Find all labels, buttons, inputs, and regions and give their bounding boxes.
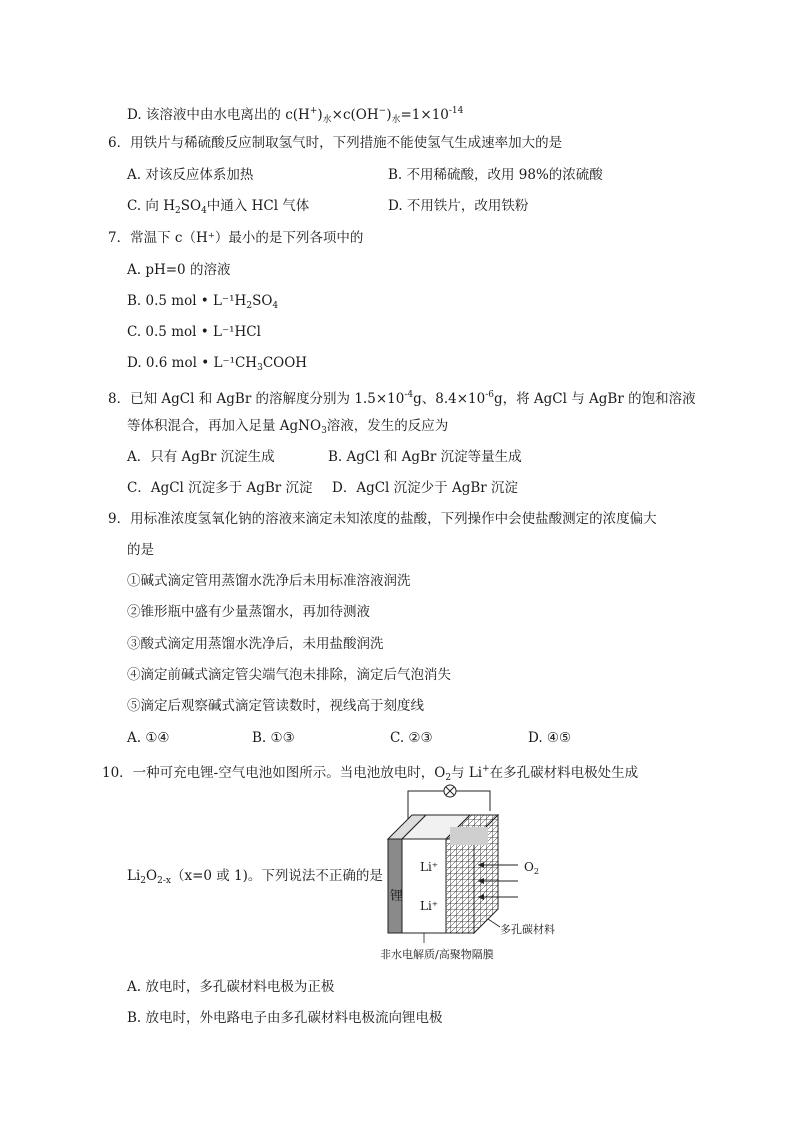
q6-option-a: A. 对该反应体系加热 (127, 167, 254, 183)
q10-stem-line1: 10．一种可充电锂-空气电池如图所示。当电池放电时，$O_2$与 Li+在多孔碳材料电极处生成 (102, 764, 639, 783)
q10-option-b: B. 放电时，外电路电子由多孔碳材料电极流向锂电极 (127, 1010, 443, 1026)
q10-option-a: A. 放电时，多孔碳材料电极为正极 (127, 979, 335, 995)
membrane-label: 非水电解质/高聚物隔膜 (380, 948, 494, 961)
q9-option-a: A. ①④ (127, 730, 170, 746)
q6-option-c: C. 向 $H_2SO_4$中通入 HCl 气体 (127, 198, 310, 216)
q9-option-c: C. ②③ (390, 730, 433, 746)
q6-option-b: B. 不用稀硫酸，改用 98%的浓硫酸 (388, 167, 603, 183)
q9-item-5: ⑤滴定后观察碱式滴定管读数时，视线高于刻度线 (127, 698, 424, 714)
q7-option-a: A. pH=0 的溶液 (127, 262, 231, 278)
q7-stem: 7．常温下 c（H⁺）最小的是下列各项中的 (108, 230, 364, 246)
q9-item-3: ③酸式滴定用蒸馏水洗净后，未用盐酸润洗 (127, 636, 384, 652)
carbon-leader-line (488, 919, 500, 927)
q6-option-d: D. 不用铁片，改用铁粉 (388, 198, 529, 214)
q9-item-1: ①碱式滴定管用蒸馏水洗净后未用标准溶液润洗 (127, 573, 411, 589)
q8-stem-line1: 8．已知 AgCl 和 AgBr 的溶解度分别为 $1.5\times 10^{-4}g$、$8.4\times 10^{-6}g$，将 AgCl 与 AgBr 的饱和溶液 (108, 390, 696, 407)
q9-option-d: D. ④⑤ (528, 730, 572, 746)
q9-stem-line2: 的是 (127, 542, 154, 558)
li-ion-label-2: Li⁺ (420, 899, 439, 913)
q6-stem: 6．用铁片与稀硫酸反应制取氢气时，下列措施不能使氢气生成速率加大的是 (108, 135, 563, 151)
q9-item-4: ④滴定前碱式滴定管尖端气泡未排除，滴定后气泡消失 (127, 667, 451, 683)
q7-option-d: D. 0.6 mol • $L^{-1}CH_3COOH$ (127, 355, 308, 373)
battery-diagram (378, 783, 564, 967)
porous-carbon-label: 多孔碳材料 (500, 923, 555, 936)
lamp-icon (444, 785, 456, 797)
q5-option-d: D. 该溶液中由水电离出的 $c(H^+)_水\times c(OH^-)_水=1\times 10^{-14}$ (127, 106, 464, 125)
q9-item-2: ②锥形瓶中盛有少量蒸馏水，再加待测液 (127, 604, 370, 620)
q8-stem-line2: 等体积混合，再加入足量 AgNO$_3$溶液，发生的反应为 (127, 418, 449, 436)
li-ion-label-1: Li⁺ (420, 860, 439, 874)
q10-stem-line2: $Li_2O_{2-x}(x=0$ 或 1)。下列说法不正确的是 (127, 868, 383, 886)
q8-option-b: B. AgCl 和 AgBr 沉淀等量生成 (328, 449, 522, 465)
q7-option-c: C. 0.5 mol • L⁻¹HCl (127, 324, 261, 340)
blurred-label (450, 827, 488, 845)
q9-option-b: B. ①③ (252, 730, 295, 746)
q8-option-d: D．AgCl 沉淀少于 AgBr 沉淀 (332, 480, 519, 496)
o2-label: $O_2$ (524, 860, 539, 876)
q8-option-c: C．AgCl 沉淀多于 AgBr 沉淀 (127, 480, 313, 496)
q7-option-b: B. 0.5 mol • $L^{-1}H_2SO_4$ (127, 293, 279, 311)
lithium-label: 锂 (390, 889, 404, 904)
q8-option-a: A．只有 AgBr 沉淀生成 (127, 449, 275, 465)
q9-stem-line1: 9．用标准浓度氢氧化钠的溶液来滴定未知浓度的盐酸，下列操作中会使盐酸测定的浓度偏大 (108, 511, 657, 527)
battery-diagram-svg (378, 783, 564, 967)
